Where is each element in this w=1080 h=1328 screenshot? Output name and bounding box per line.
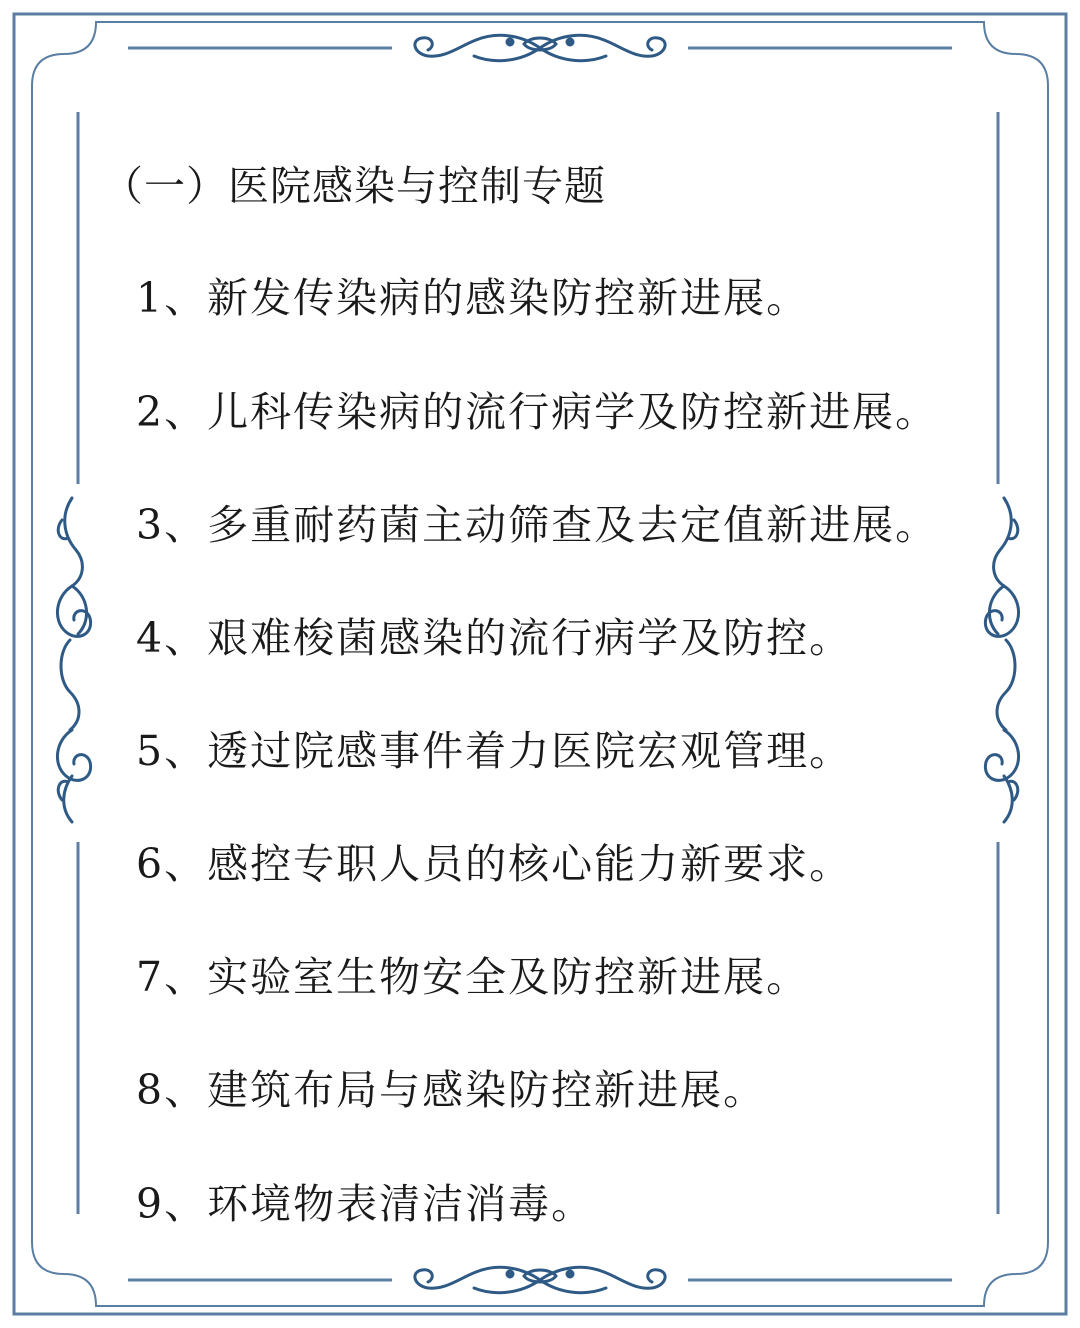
section-heading: （一）医院感染与控制专题 (102, 162, 606, 210)
list-item-9: 9、环境物表清洁消毒。 (136, 1180, 595, 1228)
list-item-2: 2、儿科传染病的流行病学及防控新进展。 (136, 388, 939, 436)
list-item-4: 4、艰难梭菌感染的流行病学及防控。 (136, 614, 853, 662)
list-item-3: 3、多重耐药菌主动筛查及去定值新进展。 (136, 501, 939, 549)
list-item-5: 5、透过院感事件着力医院宏观管理。 (136, 727, 853, 775)
list-item-8: 8、建筑布局与感染防控新进展。 (136, 1066, 767, 1114)
list-item-1: 1、新发传染病的感染防控新进展。 (136, 274, 810, 322)
list-item-6: 6、感控专职人员的核心能力新要求。 (136, 840, 853, 888)
list-item-7: 7、实验室生物安全及防控新进展。 (136, 953, 810, 1001)
